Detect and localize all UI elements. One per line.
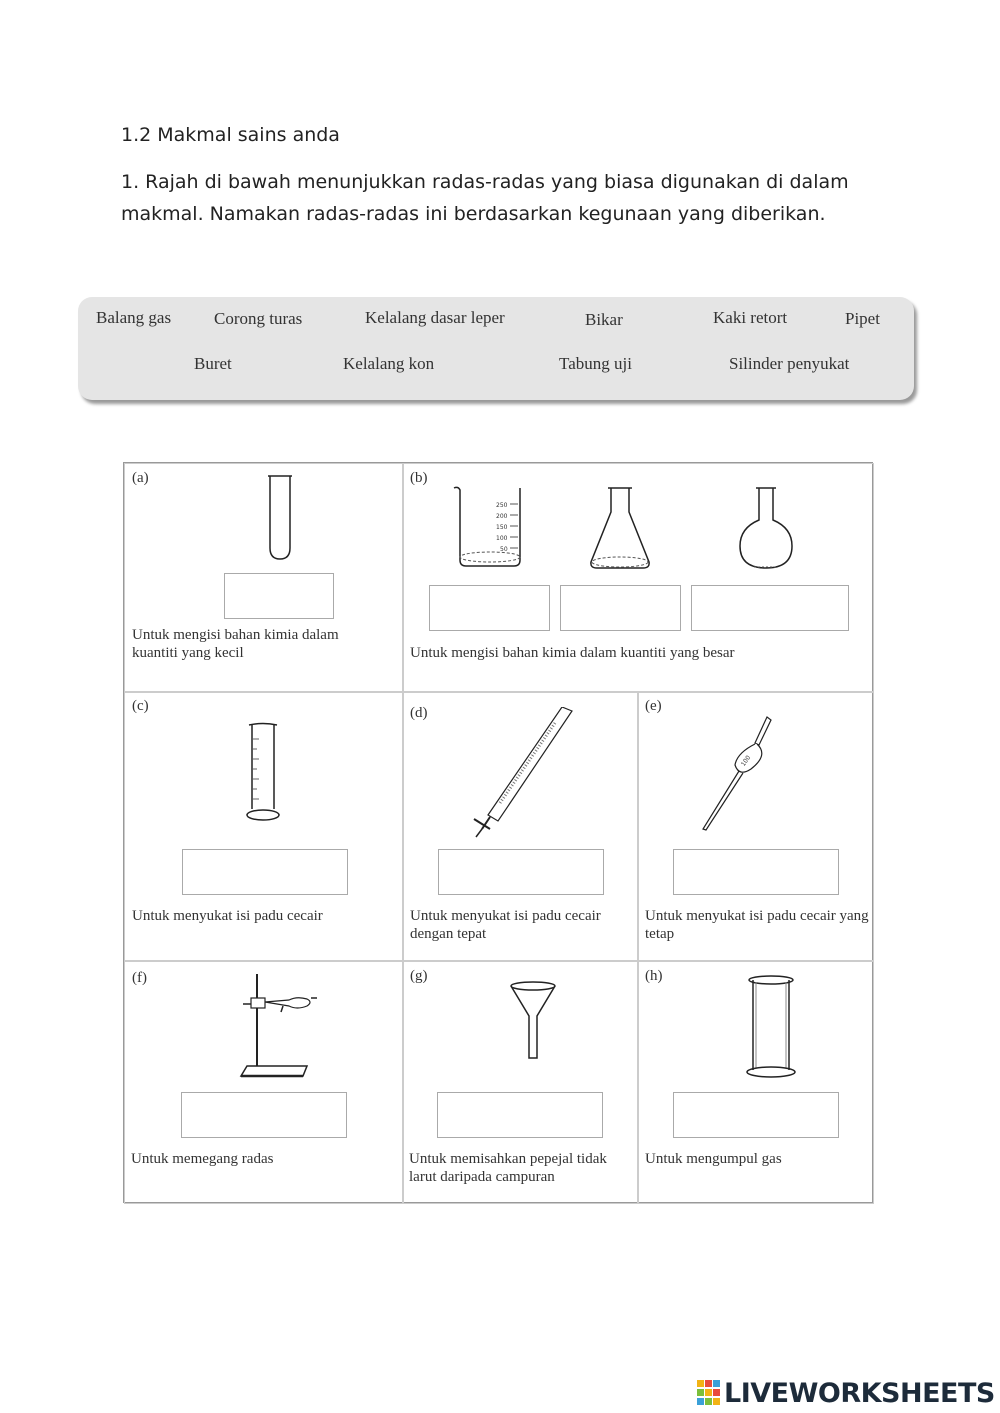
answer-box-a[interactable] — [224, 573, 334, 619]
conical-flask-icon — [587, 484, 653, 572]
question-text: 1. Rajah di bawah menunjukkan radas-radas yang biasa digunakan di dalam makmal. Namakan radas-radas ini berdasarkan kegunaan yang diberikan. — [121, 171, 849, 225]
cell-label: (a) — [132, 470, 149, 486]
cell-description: Untuk menyukat isi padu cecair — [132, 908, 323, 924]
measuring-cylinder-icon — [243, 721, 283, 827]
cell-label: (f) — [132, 970, 147, 986]
filter-funnel-icon — [508, 980, 558, 1062]
beaker-mark: 50 — [500, 546, 508, 553]
word-bank-item[interactable]: Buret — [194, 354, 232, 373]
cell-description: Untuk menyukat isi padu cecair yang tetap — [645, 908, 869, 942]
word-bank-item[interactable]: Tabung uji — [559, 354, 632, 373]
beaker-mark: 250 — [496, 502, 508, 509]
logo-icon — [697, 1380, 721, 1406]
apparatus-table — [123, 462, 873, 1203]
answer-box-e[interactable] — [673, 849, 839, 895]
beaker-icon — [452, 484, 524, 570]
cell-a — [124, 463, 403, 692]
answer-box-b1[interactable] — [429, 585, 550, 631]
word-bank-item[interactable]: Kelalang dasar leper — [365, 308, 505, 327]
answer-box-g[interactable] — [437, 1092, 603, 1138]
cell-description: Untuk mengisi bahan kimia dalam kuantiti yang kecil — [132, 627, 339, 661]
cell-label: (g) — [410, 968, 428, 984]
cell-label: (e) — [645, 698, 662, 714]
cell-label: (d) — [410, 705, 428, 721]
liveworksheets-logo — [697, 1378, 997, 1408]
word-bank-item[interactable]: Pipet — [845, 309, 880, 328]
cell-description: Untuk menyukat isi padu cecair dengan tepat — [410, 908, 601, 942]
word-bank-item[interactable]: Kelalang kon — [343, 354, 435, 373]
pipette-mark: 100 — [739, 754, 753, 768]
cell-h — [638, 961, 874, 1204]
cell-description: Untuk memisahkan pepejal tidak larut daripada campuran — [409, 1151, 607, 1185]
cell-f — [124, 961, 403, 1204]
beaker-mark: 100 — [496, 535, 508, 542]
cell-b — [403, 463, 874, 692]
pipette-icon — [699, 715, 779, 833]
cell-c — [124, 692, 403, 961]
word-bank-item[interactable]: Kaki retort — [713, 308, 788, 327]
cell-description: Untuk mengisi bahan kimia dalam kuantiti yang besar — [410, 645, 735, 661]
answer-box-c[interactable] — [182, 849, 348, 895]
cell-d — [403, 692, 638, 961]
word-bank-item[interactable]: Corong turas — [214, 309, 303, 328]
answer-box-f[interactable] — [181, 1092, 347, 1138]
word-bank-item[interactable]: Silinder penyukat — [729, 354, 850, 373]
answer-box-h[interactable] — [673, 1092, 839, 1138]
cell-e — [638, 692, 874, 961]
gas-jar-icon — [743, 974, 799, 1084]
section-title: 1.2 Makmal sains anda — [121, 124, 340, 146]
word-bank-item[interactable]: Balang gas — [96, 308, 172, 327]
cell-label: (b) — [410, 470, 428, 486]
beaker-mark: 200 — [496, 513, 508, 520]
brand-name: LIVEWORKSHEETS — [724, 1378, 995, 1409]
retort-stand-icon — [237, 972, 327, 1082]
burette-icon — [460, 707, 580, 839]
answer-box-b2[interactable] — [560, 585, 681, 631]
beaker-mark: 150 — [496, 524, 508, 531]
cell-description: Untuk memegang radas — [131, 1151, 274, 1167]
word-bank-item[interactable]: Bikar — [585, 310, 623, 329]
flat-bottom-flask-icon — [736, 484, 796, 574]
test-tube-icon — [265, 472, 295, 562]
cell-label: (c) — [132, 698, 149, 714]
cell-label: (h) — [645, 968, 663, 984]
answer-box-d[interactable] — [438, 849, 604, 895]
cell-description: Untuk mengumpul gas — [645, 1151, 782, 1167]
answer-box-b3[interactable] — [691, 585, 849, 631]
word-bank — [78, 297, 914, 400]
cell-g — [403, 961, 638, 1204]
